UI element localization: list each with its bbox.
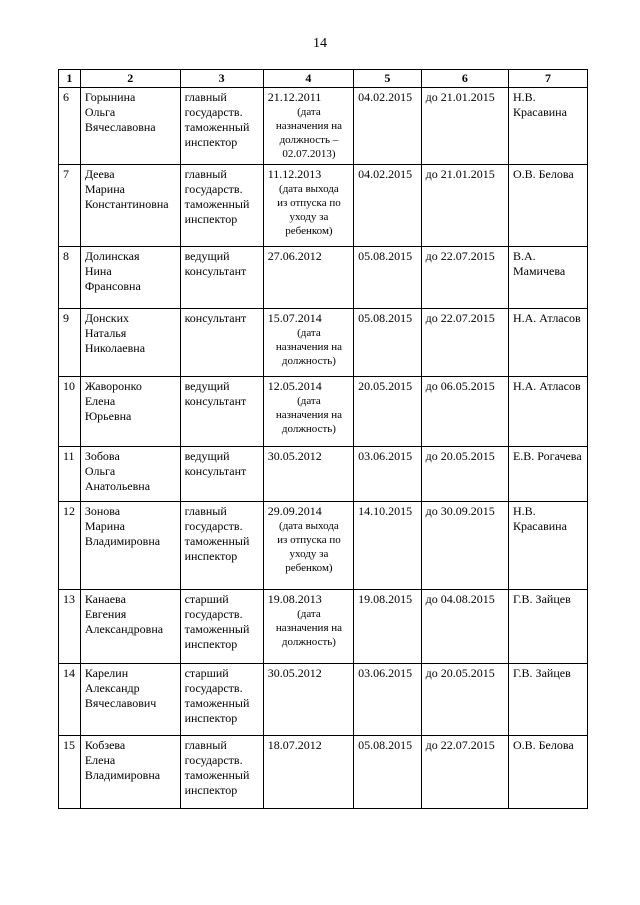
cell-line: таможенный — [184, 696, 250, 710]
deadline-date: до 21.01.2015 — [421, 88, 508, 165]
cell-line: Г.В. Зайцев — [512, 666, 571, 680]
employee-name — [80, 309, 180, 377]
row-number: 14 — [59, 664, 81, 736]
cell-line: таможенный — [184, 534, 250, 548]
cell-line: ведущий — [184, 249, 230, 263]
table-row — [59, 377, 588, 447]
employee-name — [80, 377, 180, 447]
cell-line: назначения на — [275, 341, 343, 353]
cell-line: Ольга — [84, 464, 116, 478]
cell-line: уходу за — [289, 548, 329, 560]
table-row — [59, 664, 588, 736]
cell-line: (дата — [297, 395, 321, 407]
cell-line: должность) — [281, 423, 336, 435]
cell-line: инспектор — [184, 783, 238, 797]
employee-name — [80, 736, 180, 809]
employee-name — [80, 590, 180, 664]
cell-line: Владимировна — [84, 768, 161, 782]
vacation-date: 05.08.2015 — [354, 736, 422, 809]
deadline-date: до 06.05.2015 — [421, 377, 508, 447]
cell-line: должность) — [281, 636, 336, 648]
cell-line: Елена — [84, 753, 116, 767]
cell-line: главный — [184, 504, 227, 518]
cell-line: таможенный — [184, 120, 250, 134]
employee-position — [180, 88, 263, 165]
cell-line: Вячеславовна — [84, 120, 156, 134]
employee-position — [180, 502, 263, 590]
cell-line: государств. — [184, 519, 243, 533]
employee-name — [80, 165, 180, 247]
cell-line: Марина — [84, 182, 125, 196]
vacation-date: 03.06.2015 — [354, 447, 422, 502]
start-date-cell — [263, 309, 353, 377]
cell-line: государств. — [184, 607, 243, 621]
start-date: 11.12.2013 — [267, 167, 322, 181]
row-number: 12 — [59, 502, 81, 590]
row-number: 9 — [59, 309, 81, 377]
cell-line: должность – — [279, 134, 339, 146]
cell-line: Долинская — [84, 249, 140, 263]
cell-line: ведущий — [184, 449, 230, 463]
table-body — [59, 88, 588, 809]
cell-line: инспектор — [184, 637, 238, 651]
employee-position — [180, 165, 263, 247]
start-date-cell — [263, 736, 353, 809]
cell-line: (дата — [297, 327, 321, 339]
vacation-date: 20.05.2015 — [354, 377, 422, 447]
cell-line: старший — [184, 592, 229, 606]
vacation-date: 04.02.2015 — [354, 165, 422, 247]
cell-line: Анатольевна — [84, 479, 151, 493]
employee-name — [80, 502, 180, 590]
start-date: 12.05.2014 — [267, 379, 322, 393]
vacation-schedule-table — [58, 69, 588, 809]
cell-line: Г.В. Зайцев — [512, 592, 571, 606]
employee-position — [180, 447, 263, 502]
vacation-date: 03.06.2015 — [354, 664, 422, 736]
cell-line: Донских — [84, 311, 129, 325]
start-date-cell — [263, 664, 353, 736]
responsible-person — [508, 165, 587, 247]
start-date-cell — [263, 502, 353, 590]
cell-line: В.А. — [512, 249, 536, 263]
cell-line: консультант — [184, 311, 247, 325]
start-date: 19.08.2013 — [267, 592, 322, 606]
start-date: 30.05.2012 — [267, 449, 322, 463]
cell-line: Мамичева — [512, 264, 566, 278]
table-row — [59, 447, 588, 502]
header-row — [59, 70, 588, 88]
cell-line: (дата выхода — [279, 520, 339, 532]
cell-line: старший — [184, 666, 229, 680]
cell-line: Вячеславович — [84, 696, 157, 710]
table-row — [59, 247, 588, 309]
table-row — [59, 88, 588, 165]
employee-name — [80, 447, 180, 502]
cell-line: уходу за — [289, 211, 329, 223]
start-date: 15.07.2014 — [267, 311, 322, 325]
row-number: 8 — [59, 247, 81, 309]
row-number: 15 — [59, 736, 81, 809]
cell-line: государств. — [184, 681, 243, 695]
cell-line: инспектор — [184, 711, 238, 725]
cell-line: Юрьевна — [84, 409, 132, 423]
cell-line: (дата — [297, 608, 321, 620]
cell-line: 02.07.2013) — [282, 148, 336, 160]
cell-line: инспектор — [184, 549, 238, 563]
cell-line: Е.В. Рогачева — [512, 449, 582, 463]
start-date-cell — [263, 447, 353, 502]
responsible-person — [508, 247, 587, 309]
cell-line: инспектор — [184, 135, 238, 149]
cell-line: Канаева — [84, 592, 126, 606]
cell-line: Н.В. — [512, 90, 536, 104]
responsible-person — [508, 736, 587, 809]
cell-line: из отпуска по — [277, 534, 341, 546]
responsible-person — [508, 377, 587, 447]
responsible-person — [508, 502, 587, 590]
cell-line: главный — [184, 90, 227, 104]
cell-line: консультант — [184, 264, 247, 278]
cell-line: государств. — [184, 182, 243, 196]
cell-line: назначения на — [275, 622, 343, 634]
responsible-person — [508, 664, 587, 736]
cell-line: консультант — [184, 464, 247, 478]
column-header: 4 — [263, 70, 353, 88]
table-row — [59, 590, 588, 664]
column-header: 5 — [354, 70, 422, 88]
cell-line: Николаевна — [84, 341, 146, 355]
deadline-date: до 22.07.2015 — [421, 309, 508, 377]
cell-line: должность) — [281, 355, 336, 367]
start-date-cell — [263, 590, 353, 664]
cell-line: Владимировна — [84, 534, 161, 548]
vacation-date: 19.08.2015 — [354, 590, 422, 664]
column-header: 1 — [59, 70, 81, 88]
employee-position — [180, 309, 263, 377]
deadline-date: до 04.08.2015 — [421, 590, 508, 664]
table-row — [59, 309, 588, 377]
column-header: 3 — [180, 70, 263, 88]
cell-line: из отпуска по — [277, 197, 341, 209]
cell-line: Александр — [84, 681, 140, 695]
responsible-person — [508, 590, 587, 664]
cell-line: Н.В. — [512, 504, 536, 518]
start-date: 27.06.2012 — [267, 249, 322, 263]
employee-position — [180, 736, 263, 809]
column-header: 7 — [508, 70, 587, 88]
vacation-date: 05.08.2015 — [354, 247, 422, 309]
vacation-date: 05.08.2015 — [354, 309, 422, 377]
cell-line: Деева — [84, 167, 115, 181]
cell-line: Наталья — [84, 326, 127, 340]
cell-line: Марина — [84, 519, 125, 533]
row-number: 10 — [59, 377, 81, 447]
employee-position — [180, 664, 263, 736]
deadline-date: до 30.09.2015 — [421, 502, 508, 590]
cell-line: Евгения — [84, 607, 127, 621]
deadline-date: до 20.05.2015 — [421, 447, 508, 502]
responsible-person — [508, 309, 587, 377]
row-number: 7 — [59, 165, 81, 247]
cell-line: Красавина — [512, 519, 567, 533]
cell-line: О.В. Белова — [512, 167, 574, 181]
cell-line: Н.А. Атласов — [512, 311, 581, 325]
start-date-cell — [263, 377, 353, 447]
table-row — [59, 165, 588, 247]
cell-line: государств. — [184, 105, 243, 119]
vacation-date: 14.10.2015 — [354, 502, 422, 590]
start-date-cell — [263, 165, 353, 247]
start-date: 18.07.2012 — [267, 738, 322, 752]
cell-line: (дата — [297, 106, 321, 118]
employee-name — [80, 88, 180, 165]
cell-line: Жаворонко — [84, 379, 142, 393]
responsible-person — [508, 447, 587, 502]
cell-line: Карелин — [84, 666, 129, 680]
start-date: 30.05.2012 — [267, 666, 322, 680]
row-number: 6 — [59, 88, 81, 165]
start-date-cell — [263, 88, 353, 165]
start-date: 21.12.2011 — [267, 90, 322, 104]
deadline-date: до 22.07.2015 — [421, 736, 508, 809]
cell-line: ведущий — [184, 379, 230, 393]
cell-line: таможенный — [184, 768, 250, 782]
employee-position — [180, 377, 263, 447]
cell-line: Зонова — [84, 504, 121, 518]
cell-line: назначения на — [275, 409, 343, 421]
cell-line: (дата выхода — [279, 183, 339, 195]
table-row — [59, 736, 588, 809]
start-date-cell — [263, 247, 353, 309]
vacation-date: 04.02.2015 — [354, 88, 422, 165]
cell-line: Зобова — [84, 449, 120, 463]
cell-line: Константиновна — [84, 197, 169, 211]
responsible-person — [508, 88, 587, 165]
cell-line: ребенком) — [285, 225, 333, 237]
column-header: 6 — [421, 70, 508, 88]
cell-line: консультант — [184, 394, 247, 408]
employee-position — [180, 247, 263, 309]
start-date: 29.09.2014 — [267, 504, 322, 518]
cell-line: Кобзева — [84, 738, 126, 752]
cell-line: таможенный — [184, 197, 250, 211]
employee-name — [80, 247, 180, 309]
cell-line: О.В. Белова — [512, 738, 574, 752]
cell-line: таможенный — [184, 622, 250, 636]
cell-line: главный — [184, 738, 227, 752]
cell-line: Ольга — [84, 105, 116, 119]
cell-line: Горынина — [84, 90, 136, 104]
cell-line: назначения на — [275, 120, 343, 132]
page-number: 14 — [313, 36, 327, 51]
row-number: 11 — [59, 447, 81, 502]
deadline-date: до 22.07.2015 — [421, 247, 508, 309]
table-row — [59, 502, 588, 590]
employee-name — [80, 664, 180, 736]
cell-line: государств. — [184, 753, 243, 767]
cell-line: Франсовна — [84, 279, 141, 293]
cell-line: ребенком) — [285, 562, 333, 574]
row-number: 13 — [59, 590, 81, 664]
cell-line: Нина — [84, 264, 112, 278]
cell-line: Красавина — [512, 105, 567, 119]
cell-line: инспектор — [184, 212, 238, 226]
column-header: 2 — [80, 70, 180, 88]
deadline-date: до 20.05.2015 — [421, 664, 508, 736]
cell-line: Александровна — [84, 622, 164, 636]
deadline-date: до 21.01.2015 — [421, 165, 508, 247]
cell-line: Н.А. Атласов — [512, 379, 581, 393]
cell-line: главный — [184, 167, 227, 181]
table-header — [59, 70, 588, 88]
employee-position — [180, 590, 263, 664]
cell-line: Елена — [84, 394, 116, 408]
